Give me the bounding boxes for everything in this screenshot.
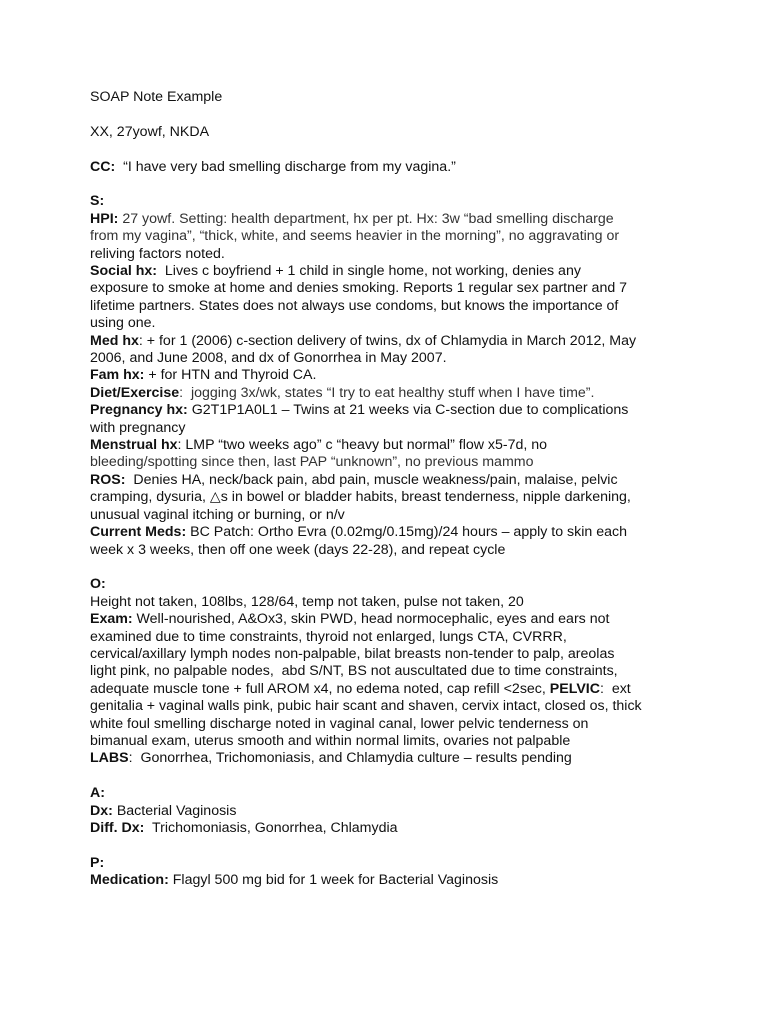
ros-text: cramping, dysuria, △s in bowel or bladder habits, breast tenderness, nipple darkening, [90, 489, 631, 506]
med-hx-line-2 [90, 350, 690, 367]
medication-label: Medication: [90, 872, 169, 889]
spacer [90, 559, 690, 576]
exam-text: bimanual exam, uterus smooth and within normal limits, ovaries not palpable [90, 732, 571, 749]
title-text: SOAP Note Example [90, 89, 223, 105]
exam-line-7 [90, 716, 690, 733]
ros-line-3 [90, 507, 690, 524]
exam-text: cervical/axillary lymph nodes non-palpable, bilat breasts non-tender to palp, areolas [90, 645, 615, 662]
document-title [90, 89, 690, 106]
exam-line-2 [90, 629, 690, 646]
dx-text: Bacterial Vaginosis [112, 802, 237, 819]
p-heading-text: P: [90, 854, 105, 871]
cc-label: CC: [90, 158, 116, 175]
labs-text: : Gonorrhea, Trichomoniasis, and Chlamydia culture – results pending [128, 750, 572, 767]
med-hx-label: Med hx [90, 332, 139, 349]
exam-text: : ext [600, 680, 631, 697]
spacer [90, 176, 690, 193]
medication-text: Flagyl 500 mg bid for 1 week for Bacterial Vaginosis [168, 872, 499, 889]
patient-summary [90, 124, 690, 141]
social-hx-text: exposure to smoke at home and denies smoking. Reports 1 regular sex partner and 7 [90, 280, 628, 297]
exam-text: adequate muscle tone + full AROM x4, no edema noted, cap refill <2sec, [90, 680, 550, 697]
plan-heading [90, 855, 690, 872]
hpi-line-1 [90, 211, 690, 228]
subjective-heading [90, 193, 690, 210]
hpi-text: reliving factors noted. [90, 245, 225, 262]
social-hx-line-2 [90, 280, 690, 297]
spacer [90, 106, 690, 123]
vitals-line [90, 594, 690, 611]
cc-text: “I have very bad smelling discharge from my vagina.” [115, 158, 456, 175]
dx-label: Dx: [90, 802, 113, 819]
hpi-line-3 [90, 246, 690, 263]
diff-dx-label: Diff. Dx: [90, 819, 145, 836]
exam-line-5 [90, 681, 690, 698]
vitals-text: Height not taken, 108lbs, 128/64, temp not taken, pulse not taken, 20 [90, 593, 524, 610]
dx-line [90, 803, 690, 820]
exam-line-3 [90, 646, 690, 663]
current-meds-text: week x 3 weeks, then off one week (days 22-28), and repeat cycle [90, 541, 506, 558]
spacer [90, 141, 690, 158]
med-hx-text: : + for 1 (2006) c-section delivery of twins, dx of Chlamydia in March 2012, May [138, 332, 637, 349]
ros-line-1 [90, 472, 690, 489]
pregnancy-hx-line-2 [90, 420, 690, 437]
ros-text: unusual vaginal itching or burning, or n/v [90, 506, 345, 523]
exam-text: genitalia + vaginal walls pink, pubic hair scant and shaven, cervix intact, closed os, thick [90, 698, 642, 715]
diff-dx-line [90, 820, 690, 837]
pregnancy-hx-label: Pregnancy hx: [90, 402, 188, 419]
menstrual-hx-text: : LMP “two weeks ago” c “heavy but normal” flow x5-7d, no [177, 437, 548, 454]
exam-text: examined due to time constraints, thyroid not enlarged, lungs CTA, CVRRR, [90, 628, 567, 645]
labs-label: LABS [90, 750, 129, 767]
a-heading-text: A: [90, 785, 105, 802]
diff-dx-text: Trichomoniasis, Gonorrhea, Chlamydia [144, 819, 398, 836]
exam-line-1 [90, 611, 690, 628]
social-hx-text: lifetime partners. States does not always use condoms, but knows the importance of [90, 297, 619, 314]
med-hx-line-1 [90, 333, 690, 350]
hpi-line-2 [90, 228, 690, 245]
social-hx-line-4 [90, 315, 690, 332]
s-heading-text: S: [90, 193, 105, 210]
diet-exercise-text: : jogging 3x/wk, states “I try to eat healthy stuff when I have time”. [179, 384, 595, 401]
patient-text: XX, 27yowf, NKDA [90, 123, 210, 140]
ros-text: Denies HA, neck/back pain, abd pain, muscle weakness/pain, malaise, pelvic [125, 471, 618, 488]
menstrual-hx-label: Menstrual hx [90, 437, 178, 454]
menstrual-hx-line-1 [90, 437, 690, 454]
labs-line [90, 750, 690, 767]
fam-hx-label: Fam hx: [90, 367, 145, 384]
o-heading-text: O: [90, 576, 106, 593]
exam-label: Exam: [90, 611, 133, 628]
current-meds-line-1 [90, 524, 690, 541]
exam-text: light pink, no palpable nodes, abd S/NT, BS not auscultated due to time constraints, [90, 663, 618, 680]
social-hx-text: Lives c boyfriend + 1 child in single home, not working, denies any [157, 263, 581, 280]
menstrual-hx-line-2 [90, 454, 690, 471]
spacer [90, 768, 690, 785]
chief-complaint [90, 159, 690, 176]
diet-exercise-line-1 [90, 385, 690, 402]
social-hx-line-3 [90, 298, 690, 315]
social-hx-text: using one. [90, 315, 156, 332]
current-meds-line-2 [90, 542, 690, 559]
med-hx-text: 2006, and June 2008, and dx of Gonorrhea in May 2007. [90, 350, 447, 367]
pregnancy-hx-text: with pregnancy [90, 419, 186, 436]
objective-heading [90, 576, 690, 593]
hpi-text: from my vagina”, “thick, white, and seems heavier in the morning”, no aggravating or [90, 228, 620, 245]
hpi-label: HPI: [90, 210, 119, 227]
assessment-heading [90, 785, 690, 802]
pelvic-label: PELVIC [549, 680, 600, 697]
current-meds-text: BC Patch: Ortho Evra (0.02mg/0.15mg)/24 hours – apply to skin each [186, 524, 627, 541]
exam-line-6 [90, 698, 690, 715]
social-hx-line-1 [90, 263, 690, 280]
hpi-text: 27 yowf. Setting: health department, hx per pt. Hx: 3w “bad smelling discharge [118, 210, 614, 227]
fam-hx-text: + for HTN and Thyroid CA. [144, 367, 317, 384]
pregnancy-hx-text: G2T1P1A0L1 – Twins at 21 weeks via C-section due to complications [187, 402, 629, 419]
social-hx-label: Social hx: [90, 263, 158, 280]
diet-exercise-label: Diet/Exercise [90, 384, 180, 401]
ros-line-2 [90, 489, 690, 506]
medication-line [90, 872, 690, 889]
soap-note-body [90, 89, 690, 890]
pregnancy-hx-line-1 [90, 402, 690, 419]
menstrual-hx-text: bleeding/spotting since then, last PAP “unknown”, no previous mammo [90, 454, 534, 471]
exam-line-4 [90, 663, 690, 680]
fam-hx-line-1 [90, 367, 690, 384]
exam-text: white foul smelling discharge noted in vaginal canal, lower pelvic tenderness on [90, 715, 589, 732]
ros-label: ROS: [90, 471, 126, 488]
current-meds-label: Current Meds: [90, 524, 187, 541]
spacer [90, 837, 690, 854]
exam-text: Well-nourished, A&Ox3, skin PWD, head normocephalic, eyes and ears not [132, 611, 610, 628]
exam-line-8 [90, 733, 690, 750]
